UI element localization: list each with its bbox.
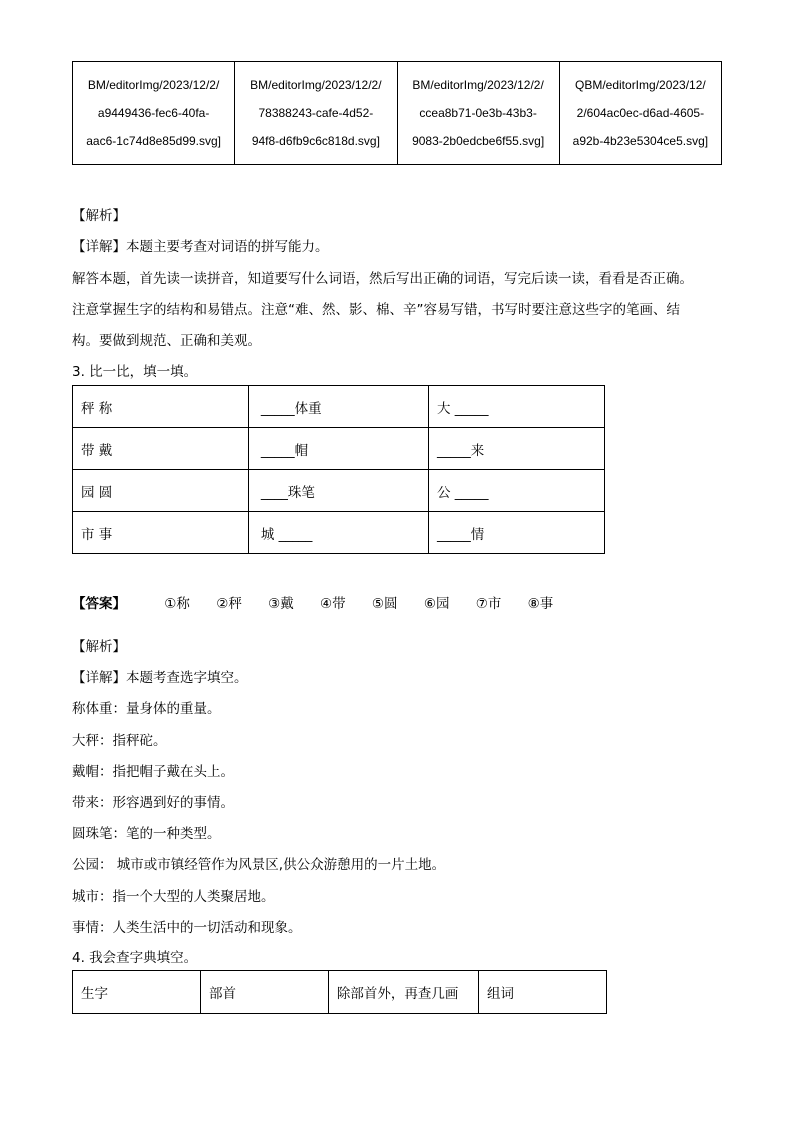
answer-item: [528, 592, 554, 612]
answer-text: 事: [539, 596, 554, 612]
answer-text: 秤: [228, 596, 242, 612]
dictionary-table: [72, 970, 607, 1014]
table-cell: 秤 称: [73, 386, 249, 428]
table-cell: BM/editorImg/2023/12/2/ 78388243-cafe-4d52- 94f8-d6fb9c6c818d.svg]: [235, 62, 397, 165]
table-row: [73, 62, 722, 165]
table-cell: BM/editorImg/2023/12/2/ a9449436-fec6-40fa- aac6-1c74d8e85d99.svg]: [73, 62, 235, 165]
explanation-line: 大秤：指秤砣。: [72, 733, 167, 749]
table-cell: 带 戴: [73, 428, 249, 470]
answer-text: 园: [435, 596, 450, 612]
detail-text: 【详解】本题主要考查对词语的拼写能力。: [72, 239, 329, 255]
answer-label: 【答案】: [72, 596, 126, 612]
table-cell: 市 事: [73, 512, 249, 554]
table-row: [73, 428, 605, 470]
table-cell: 大 _____: [428, 386, 604, 428]
paragraph: 解答本题，首先读一读拼音，知道要写什么词语，然后写出正确的词语，写完后读一读，看看是否正确。: [72, 271, 693, 287]
answer-text: 圆: [384, 596, 398, 612]
answer-item: [424, 592, 450, 612]
explanation-line: 带来：形容遇到好的事情。: [72, 795, 234, 811]
table-row: [73, 470, 605, 512]
table-cell: 公 _____: [428, 470, 604, 512]
explanation-line: 公园： 城市或市镇经管作为风景区,供公众游憩用的一片土地。: [72, 857, 446, 873]
answer-number: ④: [320, 596, 333, 612]
explanation-line: 事情：人类生活中的一切活动和现象。: [72, 920, 302, 936]
explanation-line: 城市：指一个大型的人类聚居地。: [72, 889, 275, 905]
image-path-table: [72, 61, 722, 165]
table-header: 生字: [73, 971, 201, 1014]
question-title: 4. 我会查字典填空。: [72, 950, 198, 966]
answer-number: ①: [164, 596, 177, 612]
analysis-label: 【解析】: [72, 208, 126, 224]
table-cell: QBM/editorImg/2023/12/ 2/604ac0ec-d6ad-4605- a92b-4b23e5304ce5.svg]: [559, 62, 721, 165]
table-row: [73, 512, 605, 554]
table-header: 组词: [479, 971, 607, 1014]
answer-text: 称: [176, 596, 190, 612]
answer-number: ⑤: [371, 596, 385, 612]
fill-in-table: [72, 385, 605, 554]
table-cell: _____情: [428, 512, 604, 554]
table-cell: 城 _____: [248, 512, 428, 554]
answer-item: [164, 592, 190, 612]
table-cell: BM/editorImg/2023/12/2/ ccea8b71-0e3b-43b3- 9083-2b0edcbe6f55.svg]: [397, 62, 559, 165]
table-cell: 园 圆: [73, 470, 249, 512]
answer-text: 戴: [280, 596, 294, 612]
explanation-line: 圆珠笔：笔的一种类型。: [72, 826, 221, 842]
answer-item: [320, 592, 346, 612]
answer-item: [476, 592, 502, 612]
analysis-label: 【解析】: [72, 639, 126, 655]
answer-item: [268, 592, 294, 612]
answer-text: 带: [332, 596, 346, 612]
table-header: 除部首外，再查几画: [328, 971, 478, 1014]
question-title: 3. 比一比，填一填。: [72, 364, 198, 380]
table-cell: _____帽: [248, 428, 428, 470]
answer-number: ③: [268, 596, 281, 612]
answer-item: [216, 592, 242, 612]
answer-row: [72, 592, 575, 612]
table-row: [73, 386, 605, 428]
answer-item: [372, 592, 398, 612]
explanation-line: 称体重：量身体的重量。: [72, 701, 221, 717]
answer-number: ②: [216, 596, 229, 612]
detail-text: 【详解】本题考查选字填空。: [72, 670, 248, 686]
table-cell: ____珠笔: [248, 470, 428, 512]
answer-number: ⑦: [475, 596, 488, 612]
answer-number: ⑥: [423, 596, 436, 612]
table-cell: _____来: [428, 428, 604, 470]
table-cell: _____体重: [248, 386, 428, 428]
paragraph: 构。要做到规范、正确和美观。: [72, 333, 261, 349]
answer-text: 市: [487, 596, 502, 612]
explanation-line: 戴帽：指把帽子戴在头上。: [72, 764, 234, 780]
answer-number: ⑧: [527, 596, 540, 612]
table-header: 部首: [200, 971, 328, 1014]
table-row: [73, 971, 607, 1014]
paragraph: 注意掌握生字的结构和易错点。注意“难、然、影、棉、辛”容易写错，书写时要注意这些字的笔画、结: [72, 302, 680, 318]
